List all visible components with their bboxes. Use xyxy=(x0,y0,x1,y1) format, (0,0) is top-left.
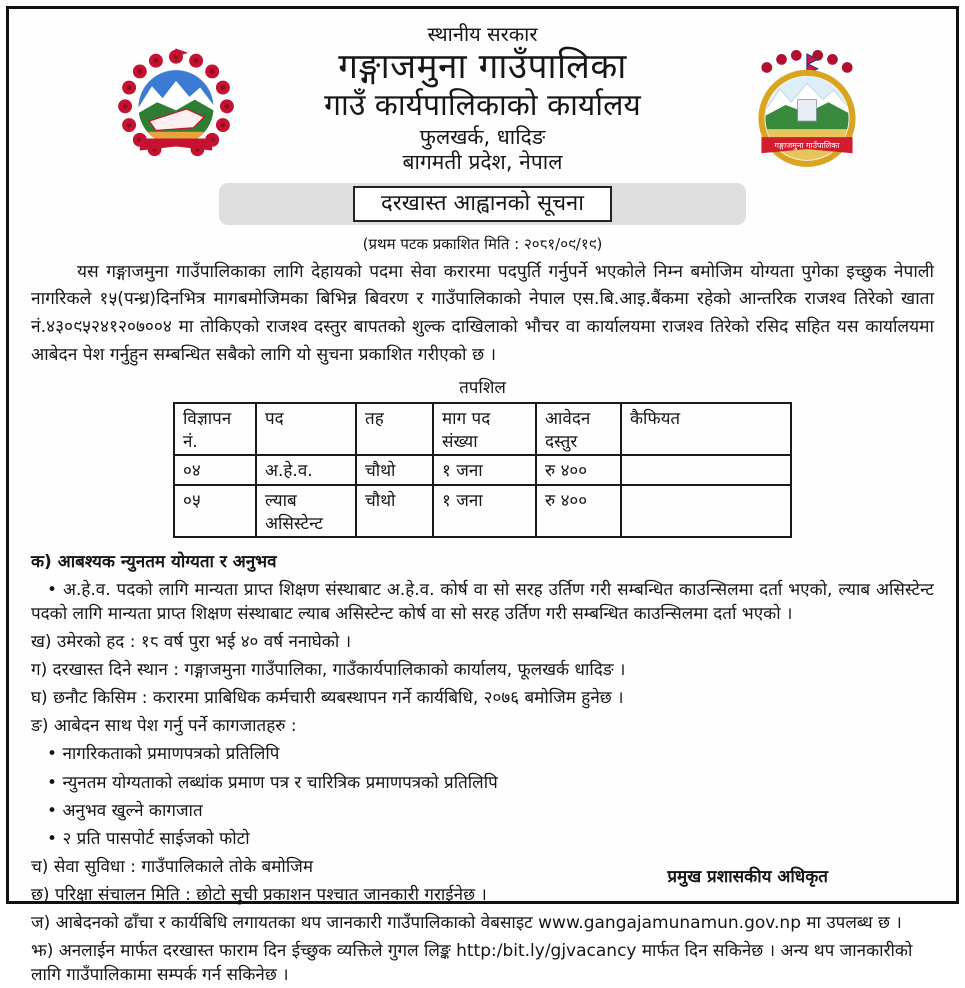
table-cell: १ जना xyxy=(433,455,536,485)
published-date-line: (प्रथम पटक प्रकाशित मिति : २०८१/०९/१९) xyxy=(362,234,603,253)
column-header: पद xyxy=(256,403,356,455)
section-ga: ग) दरखास्त दिने स्थान : गङ्गाजमुना गाउँपालिका, गाउँकार्यपालिकाको कार्यालय, फूलखर्क धादिङ । xyxy=(31,660,626,680)
logo-monument xyxy=(798,100,817,121)
table-cell: १ जना xyxy=(433,485,536,537)
table-cell: रु ४०० xyxy=(536,485,621,537)
vacancy-table-body xyxy=(174,455,791,537)
section-cha: च) सेवा सुविधा : गाउँपालिकाले तोके बमोजिम xyxy=(31,856,314,877)
nepal-emblem-graphic xyxy=(109,43,243,183)
notice-title: दरखास्त आह्वानको सूचना xyxy=(353,186,612,223)
nepal-emblem-logo xyxy=(109,43,243,183)
address-line-1: फुलखर्क, धादिङ xyxy=(419,125,546,150)
table-cell xyxy=(621,455,791,485)
table-cell: चौथो xyxy=(356,455,433,485)
table-cell: चौथो xyxy=(356,485,433,537)
notice-title-band xyxy=(219,183,746,225)
column-header: माग पद संख्या xyxy=(433,403,536,455)
emblem-landscape xyxy=(138,70,213,150)
section-jha: झ) अनलाईन मार्फत दरखास्त फाराम दिन ईच्छुक व्यक्तिले गुगल लिङ्क http:/bit.ly/gjvacancy मार्फत दिन सकिनेछ । अन्य थप जानकारीको लागि गाउँपालिकामा सम्पर्क गर्न सकिनेछ । xyxy=(31,941,913,986)
table-cell: ल्याब असिस्टेन्ट xyxy=(256,485,356,537)
section-nga-bullet: • २ प्रति पासपोर्ट साईजको फोटो xyxy=(47,827,934,851)
vacancy-notice-document xyxy=(6,6,959,986)
column-header: आवेदन दस्तुर xyxy=(536,403,621,455)
section-ja: ज) आबेदनको ढाँचा र कार्यबिधि लगायतका थप जानकारी गाउँपालिकाको वेबसाइट www.gangajamunamun.gov.np मा उपलब्ध छ । xyxy=(31,913,902,934)
table-cell xyxy=(621,485,791,537)
sections xyxy=(31,550,934,988)
column-header: विज्ञापन नं. xyxy=(174,403,256,455)
table-title: तपशिल xyxy=(459,377,506,398)
municipality-name: गङ्गाजमुना गाउँपालिका xyxy=(338,46,627,87)
section-ka-bullet: • अ.हे.व. पदको लागि मान्यता प्राप्त शिक्षण संस्थाबाट अ.हे.व. कोर्ष वा सो सरह उर्तिण गरी सम्बन्धित काउन्सिलमा दर्ता भएको, ल्याब असिस्टेन्ट पदको लागि मान्यता प्राप्त शिक्षण संस्थाबाट ल्याब असिस्टेन्ट कोर्ष वा सो सरह उर्तिण गरी सम्बन्धित काउन्सिलमा दर्ता भएको । xyxy=(31,578,934,626)
signature-title: प्रमुख प्रशासकीय अधिकृत xyxy=(667,867,828,887)
section-gha: घ) छनौट किसिम : करारमा प्राबिधिक कर्मचारी ब्यबस्थापन गर्ने कार्यबिधि, २०७६ बमोजिम हुनेछ । xyxy=(31,688,624,709)
section-nga-bullet: • न्युनतम योग्यताको लब्धांक प्रमाण पत्र र चारित्रिक प्रमाणपत्रको प्रतिलिपि xyxy=(47,771,934,795)
municipality-logo-graphic xyxy=(740,43,874,183)
table-cell: ०४ xyxy=(174,455,256,485)
table-row xyxy=(174,485,791,537)
government-label: स्थानीय सरकार xyxy=(427,22,538,46)
section-nga-bullet: • नागरिकताको प्रमाणपत्रको प्रतिलिपि xyxy=(47,742,934,766)
municipality-logo xyxy=(740,43,874,183)
section-ka: क) आबश्यक न्युनतम योग्यता र अनुभव xyxy=(31,551,277,572)
table-cell: ०५ xyxy=(174,485,256,537)
column-header: कैफियत xyxy=(621,403,791,455)
table-cell: रु ४०० xyxy=(536,455,621,485)
table-row xyxy=(174,455,791,485)
section-nga-bullet: • अनुभव खुल्ने कागजात xyxy=(47,799,934,823)
section-nga: ङ) आबेदन साथ पेश गर्नु पर्ने कागजातहरु : xyxy=(31,716,297,737)
address-line-2: बागमती प्रदेश, नेपाल xyxy=(402,150,563,175)
table-cell: अ.हे.व. xyxy=(256,455,356,485)
emblem-motto-banner xyxy=(140,138,212,150)
office-name: गाउँ कार्यपालिकाको कार्यालय xyxy=(324,87,641,123)
intro-paragraph: यस गङ्गाजमुना गाउँपालिकाका लागि देहायको पदमा सेवा करारमा पदपुर्ति गर्नुपर्ने भएकोले निम्न बमोजिम योग्यता पुगेका इच्छुक नेपाली नागरिकले १५(पन्ध्र)दिनभित्र मागबमोजिमका बिभिन्न बिवरण र गाउँपालिकाको नेपाल एस.बि.आइ.बैंकमा रहेको आन्तरिक राजश्व तिरेको खाता नं.४३०९५२४१२०७००४ मा तोकिएको राजश्व दस्तुर बापतको शुल्क दाखिलाको भौचर वा कार्यालयमा राजश्व तिरेको रसिद सहित यस कार्यालयमा आबेदन पेश गर्नुहुन सम्बन्धित सबैको लागि यो सुचना प्रकाशित गरीएको छ । xyxy=(31,261,934,365)
section-kha: ख) उमेरको हद : १८ वर्ष पुरा भई ४० वर्ष ननाघेको । xyxy=(31,631,352,652)
logo-banner-text: गङ्गाजमुना गाउँपालिका xyxy=(774,140,840,150)
column-header: तह xyxy=(356,403,433,455)
vacancy-table-head-row xyxy=(174,403,791,455)
section-chha: छ) परिक्षा संचालन मिति : छोटो सुची प्रकाशन पश्चात जानकारी गराईनेछ । xyxy=(31,885,487,905)
vacancy-table xyxy=(173,402,792,538)
